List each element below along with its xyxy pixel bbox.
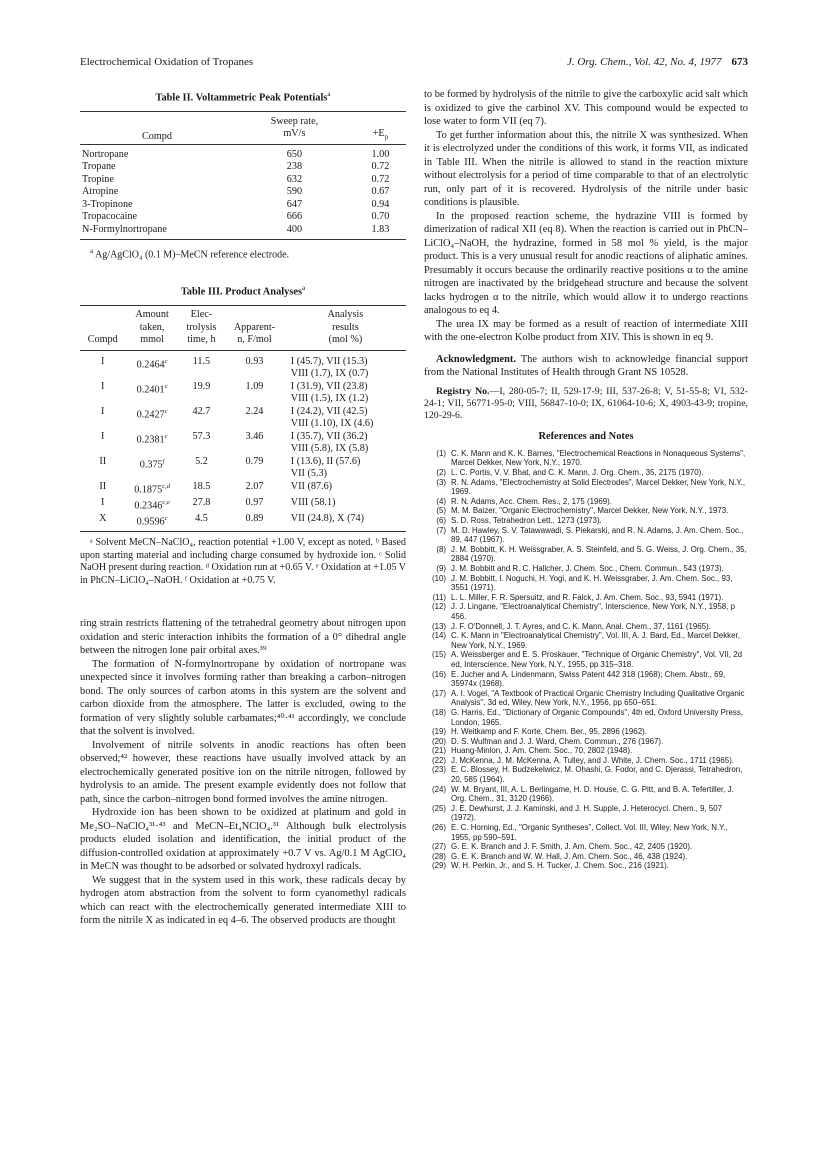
references-list — [424, 449, 748, 871]
reference-number: (19) — [431, 727, 446, 737]
table3-amount: 0.2401$^c$ — [136, 382, 168, 396]
table2 — [80, 111, 406, 241]
table2-compd: Nortropane — [82, 148, 129, 160]
table2-compd: Tropane — [82, 161, 116, 173]
reference-item — [424, 574, 748, 593]
paragraph: Involvement of nitrile solvents in anodic reactions has often been observed;⁴² however, these reactions have usually involved attack by an electrochemically generated positive ion on the nitrile nitrogen, followed by hydrolysis to an amide. The present example evidently does not follow that path, since the carbon–nitrogen bond formed involves the amine nitrogen. — [80, 739, 406, 805]
references-title: References and Notes — [538, 431, 634, 443]
reference-text: J. M. Bobbitt, K. H. Weissgraber, A. S. Steinfeld, and S. G. Weiss, J. Org. Chem., 35, 2884 (1970). — [451, 544, 747, 564]
reference-number: (11) — [432, 592, 446, 602]
table2-sweep: 238 — [286, 161, 303, 173]
table-row — [80, 174, 406, 187]
page-header — [80, 56, 748, 70]
reference-number: (20) — [431, 736, 446, 746]
table3-n: 2.07 — [245, 480, 264, 492]
table-row — [80, 211, 406, 224]
table3-amount: 0.2464$^c$ — [136, 357, 168, 371]
table3-compd: I — [101, 355, 105, 367]
reference-text: C. K. Mann in "Electroanalytical Chemistry", Vol. III, A. J. Bard, Ed., Marcel Dekker, New York, N.Y., 1969. — [451, 631, 740, 650]
table3-header-elec-1: Elec- — [190, 309, 213, 321]
table2-sweep: 650 — [286, 148, 303, 160]
reference-number: (25) — [431, 803, 446, 813]
table3 — [80, 305, 406, 532]
table-row — [80, 481, 406, 497]
reference-number: (27) — [431, 842, 446, 852]
reference-item — [424, 737, 748, 747]
reference-item — [424, 478, 748, 497]
reference-number: (18) — [431, 707, 446, 717]
reference-number: (7) — [436, 525, 446, 535]
reference-number: (6) — [436, 516, 446, 526]
table3-header-analysis-2: results — [332, 321, 359, 333]
table3-n: 0.89 — [245, 512, 264, 524]
reference-number: (28) — [431, 851, 446, 861]
reference-item — [424, 727, 748, 737]
table-row — [80, 513, 406, 529]
reference-item — [424, 708, 748, 727]
reference-text: D. S. Wulfman and J. J. Ward, Chem. Commun., 276 (1967). — [451, 736, 664, 746]
reference-item — [424, 622, 748, 632]
reference-text: E. C. Blossey, H. Budzekelwicz, M. Ohashi, G. Fodor, and C. Djerassi, Tetrahedron, 20, 585 (1964). — [451, 765, 743, 785]
right-column — [424, 88, 748, 871]
reference-item — [424, 765, 748, 784]
table3-results: I (35.7), VII (36.2) VIII (5.8), IX (5.8) — [290, 430, 369, 455]
table2-header-ep: $+E_p$ — [372, 128, 389, 142]
reference-item — [424, 756, 748, 766]
table3-time: 27.8 — [192, 496, 211, 508]
reference-text: E. C. Horning, Ed., "Organic Syntheses", Collect. Vol. III, Wiley, New York, N.Y., 1955, pp 590–591. — [451, 823, 728, 842]
reference-item — [424, 506, 748, 516]
reference-number: (29) — [431, 861, 446, 871]
paragraph: In the proposed reaction scheme, the hydrazine VIII is formed by dimerization of radical XII (eq 8). When the reaction is carried out in PhCN–LiClO₄–NaOH, the hydrazine, formed in 58 mol % yield, is the major product. This is a very unusual result for anodic reactions of aliphatic amines. Presumably it occurs because the ordinarily reactive positions α to the amine nitrogen are inactivated by the bridgehead structure and because the solvent lacks hydrogen α to the nitrile, which would allow it to undergo reactions analogous to eq 4. — [424, 210, 748, 316]
table-row — [80, 161, 406, 174]
reference-item — [424, 746, 748, 756]
table3-n: 3.46 — [245, 430, 264, 442]
table3-n: 0.79 — [245, 455, 264, 467]
reference-text: G. E. K. Branch and W. W. Hall, J. Am. Chem. Soc., 46, 438 (1924). — [451, 851, 688, 861]
left-column — [80, 88, 406, 928]
reference-text: A. Weissberger and E. S. Proskauer, "Technique of Organic Chemistry", Vol. VII, 2d ed, Interscience, New York, N.Y., 1955, pp 315–318. — [451, 650, 742, 669]
journal-citation — [567, 56, 748, 68]
table2-ep: 1.83 — [371, 223, 390, 235]
table3-n: 0.93 — [245, 355, 264, 367]
table-row — [80, 456, 406, 481]
journal-name: J. Org. Chem., Vol. 42, No. 4, 1977 — [566, 56, 722, 68]
table3-n: 1.09 — [245, 380, 264, 392]
table-row — [80, 199, 406, 212]
reference-item — [424, 689, 748, 708]
table2-ep: 0.72 — [371, 173, 390, 185]
reference-item — [424, 526, 748, 545]
table3-header-amount-2: taken, — [139, 321, 165, 333]
table2-sweep: 666 — [286, 211, 303, 223]
table-row — [80, 356, 406, 381]
table3-compd: II — [99, 480, 107, 492]
table3-results: VII (87.6) — [290, 480, 333, 492]
table2-ep: 0.94 — [371, 198, 390, 210]
paragraph: ring strain restricts flattening of the tetrahedral geometry about nitrogen upon oxidation and steric interaction inhibits the formation of a 0° dihedral angle between the nitrogen lone pair orbital axes.³⁹ — [80, 618, 406, 657]
table2-sweep: 400 — [286, 223, 303, 235]
reference-item — [424, 650, 748, 669]
reference-item — [424, 861, 748, 871]
table2-header-compd: Compd — [141, 131, 172, 143]
table3-amount: 0.2427$^c$ — [136, 407, 168, 421]
reference-item — [424, 631, 748, 650]
table3-results: I (24.2), VII (42.5) VIII (1.10), IX (4.6) — [290, 405, 374, 430]
reference-text: J. J. Lingane, "Electroanalytical Chemistry", Interscience, New York, N.Y., 1958, p 456. — [451, 602, 735, 621]
reference-text: M. M. Baizer, "Organic Electrochemistry", Marcel Dekker, New York, N.Y., 1973. — [451, 506, 729, 516]
reference-text: J. M. Bobbitt, I. Noguchi, H. Yogi, and K. H. Weissgraber, J. Am. Chem. Soc., 93, 3551 (1971). — [451, 573, 733, 593]
reference-item — [424, 852, 748, 862]
reference-item — [424, 785, 748, 804]
table3-header-amount-3: mmol — [140, 334, 164, 346]
reference-number: (15) — [431, 650, 446, 660]
reference-number: (5) — [436, 506, 446, 516]
reference-number: (3) — [436, 477, 446, 487]
table3-compd: II — [99, 455, 107, 467]
reference-number: (10) — [431, 573, 446, 583]
reference-number: (24) — [431, 784, 446, 794]
table3-compd: I — [101, 496, 105, 508]
reference-number: (9) — [436, 564, 446, 574]
table3-time: 19.9 — [192, 380, 211, 392]
table2-header-sweep-2: mV/s — [283, 128, 306, 140]
table2-ep: 0.70 — [371, 211, 390, 223]
table3-results: VII (24.8), X (74) — [290, 512, 365, 524]
reference-text: L. C. Portis, V. V. Bhat, and C. K. Mann, J. Org. Chem., 35, 2175 (1970). — [451, 468, 704, 478]
reference-text: M. D. Hawley, S. V. Tatawawadi, S. Piekarski, and R. N. Adams, J. Am. Chem. Soc., 89, 447 (1967). — [451, 525, 744, 545]
reference-item — [424, 545, 748, 564]
table2-footnote: $^a$ Ag/AgClO₄ (0.1 M)–MeCN reference electrode. — [90, 247, 290, 261]
table3-compd: I — [101, 380, 105, 392]
table3-compd: I — [101, 430, 105, 442]
reference-text: W. M. Bryant, III, A. L. Berlingame, H. D. House, C. G. Pitt, and B. A. Tefertiller, J. Org. Chem., 31, 3120 (1966). — [451, 784, 734, 804]
paragraph: The formation of N-formylnortropane by oxidation of nortropane was unexpected since it involves forming rather than breaking a carbon–nitrogen bond. The only sources of carbon atoms in this system are the solvent and carbon dioxide from the atmosphere. The latter is excluded, owing to the formation of very slightly soluble carbamates;⁴⁰·⁴¹ accordingly, we conclude that the solvent is involved. — [80, 658, 406, 738]
paragraph: We suggest that in the system used in this work, these radicals decay by hydrogen atom abstraction from the solvent to form cyanomethyl radicals which can react with the electrochemically generated intermediate XIII to form the nitrile X as indicated in eq 4–6. The observed products are thought — [80, 874, 406, 927]
table3-amount: 0.9596$^c$ — [136, 514, 168, 527]
reference-text: R. N. Adams, Acc. Chem. Res., 2, 175 (1969). — [451, 496, 612, 506]
table3-header-compd: Compd — [87, 334, 118, 346]
table3-footnote: ᵃ Solvent MeCN–NaClO₄, reaction potential +1.00 V, except as noted. ᵇ Based upon starting material and including charge consumed by hydroxide ion. ᶜ Solid NaOH present during reaction. ᵈ Oxidation run at +0.65 V. ᵉ Oxidation at +1.05 V in PhCN–LiClO₄–NaOH. ᶠ Oxidation at +0.75 V. — [80, 537, 406, 586]
reference-number: (12) — [431, 602, 446, 612]
table3-time: 11.5 — [192, 355, 211, 367]
reference-text: G. E. K. Branch and J. F. Smith, J. Am. Chem. Soc., 42, 2405 (1920). — [451, 842, 693, 852]
reference-text: G. Harris, Ed., "Dictionary of Organic Compounds", 4th ed, Oxford University Press, London, 1965. — [451, 707, 743, 727]
registry-numbers: Registry No.—I, 280-05-7; II, 529-17-9; III, 537-26-8; V, 51-55-8; VI, 532-24-1; VII, 56771-95-0; VIII, 56847-10-0; IX, 61064-10-6; X, 4903-43-9; tropine, 120-29-6. — [424, 385, 748, 422]
table2-compd: Tropine — [82, 173, 114, 185]
table3-results: I (31.9), VII (23.8) VIII (1.5), IX (1.2) — [290, 380, 369, 405]
table2-sweep: 590 — [286, 186, 303, 198]
table3-header-elec-3: time, h — [187, 334, 216, 346]
table-row — [80, 381, 406, 406]
table-row — [80, 497, 406, 513]
table3-time: 5.2 — [195, 455, 208, 467]
table3-header-amount-1: Amount — [135, 309, 169, 321]
table-row — [80, 406, 406, 431]
table3-time: 57.3 — [192, 430, 211, 442]
reference-item — [424, 497, 748, 507]
reference-text: E. Jucher and A. Lindenmann, Swiss Patent 442 318 (1968); Chem. Abstr., 69, 35974x (1968). — [451, 669, 726, 689]
reference-item — [424, 593, 748, 603]
reference-item — [424, 804, 748, 823]
table3-header-analysis-3: (mol %) — [328, 334, 363, 346]
reference-text: J. E. Dewhurst, J. J. Kaminski, and J. H. Supple, J. Heterocycl. Chem., 9, 507 (1972). — [451, 803, 723, 823]
right-body-text — [424, 88, 748, 345]
reference-item — [424, 449, 748, 468]
table3-time: 18.5 — [192, 480, 211, 492]
table2-ep: 0.67 — [371, 186, 390, 198]
page-number: 673 — [731, 56, 748, 68]
reference-text: R. N. Adams, "Electrochemistry at Solid Electrodes", Marcel Dekker, New York, N.Y., 1969. — [451, 477, 746, 497]
table2-title: Table II. Voltammetric Peak Potentials$^a$ — [155, 90, 331, 104]
paragraph: To get further information about this, the nitrile X was synthesized. When it is electrolyzed under the conditions of this work, it forms VII, as indicated in Table III. When the nitrile is allowed to stand in the reaction mixture without electrolysis for a period of time comparable to that of an electrolytic run, only part of it is recovered. Hydrolysis of the nitrile under basic conditions is plausible. — [424, 129, 748, 208]
reference-number: (8) — [436, 544, 446, 554]
table2-compd: 3-Tropinone — [82, 198, 133, 210]
reference-item — [424, 602, 748, 621]
table2-header-sweep-1: Sweep rate, — [270, 115, 319, 127]
reference-text: L. L. Miller, F. R. Spersuitz, and R. Falck, J. Am. Chem. Soc., 93, 5941 (1971). — [451, 592, 724, 602]
reference-item — [424, 516, 748, 526]
table3-title: Table III. Product Analyses$^a$ — [180, 284, 306, 298]
reference-number: (4) — [436, 496, 446, 506]
reference-item — [424, 468, 748, 478]
reference-number: (26) — [431, 823, 446, 833]
reference-item — [424, 823, 748, 842]
reference-item — [424, 670, 748, 689]
reference-text: J. M. Bobbitt and R. C. Hallcher, J. Chem. Soc., Chem. Commun., 543 (1973). — [451, 564, 724, 574]
table-row — [80, 149, 406, 162]
reference-number: (23) — [431, 765, 446, 775]
table3-results: I (13.6), II (57.6) VII (5.3) — [290, 455, 361, 480]
table3-time: 4.5 — [195, 512, 208, 524]
left-body-text — [80, 617, 406, 928]
reference-number: (1) — [436, 448, 446, 458]
reference-text: S. D. Ross, Tetrahedron Lett., 1273 (1973). — [451, 516, 602, 526]
table3-header-elec-2: trolysis — [186, 321, 217, 333]
table-row — [80, 431, 406, 456]
table3-amount: 0.2346$^{c,e}$ — [134, 498, 170, 512]
table2-compd: Atropine — [82, 186, 119, 198]
acknowledgment: Acknowledgment. The authors wish to acknowledge financial support from the National Institutes of Health through Grant NS 10528. — [424, 353, 748, 378]
table3-compd: X — [99, 512, 107, 524]
table2-sweep: 632 — [286, 173, 303, 185]
paragraph: to be formed by hydrolysis of the nitrile to give the carboxylic acid salt which is oxidized to give the carbinol XV. This compound would be expected to lose water to form VII (eq 7). — [424, 89, 748, 127]
table3-results: I (45.7), VII (15.3) VIII (1.7), IX (0.7) — [290, 355, 369, 380]
paragraph: Hydroxide ion has been shown to be oxidized at platinum and gold in Me₂SO–NaClO₄³¹·⁴³ and MeCN–Et₄NClO₄.³¹ Although bulk electrolysis products eluded isolation and identification, the initial product of the diffusion-controlled oxidation at approximately +0.7 V vs. Ag/0.1 M AgClO₄ in MeCN was thought to be adsorbed or solvated hydroxyl radicals. — [80, 807, 406, 873]
table2-ep: 0.72 — [371, 161, 390, 173]
table2-ep: 1.00 — [371, 148, 390, 160]
table3-n: 2.24 — [245, 405, 264, 417]
reference-number: (22) — [431, 755, 446, 765]
table3-amount: 0.2381$^c$ — [136, 432, 168, 446]
table3-header-app-2: Apparent- — [233, 321, 276, 333]
reference-number: (13) — [431, 621, 446, 631]
table3-compd: I — [101, 405, 105, 417]
reference-number: (16) — [431, 669, 446, 679]
reference-number: (14) — [431, 631, 446, 641]
reference-number: (21) — [431, 746, 446, 756]
reference-item — [424, 564, 748, 574]
reference-text: H. Weitkamp and F. Korte, Chem. Ber., 95, 2896 (1962). — [451, 727, 647, 737]
reference-number: (17) — [431, 688, 446, 698]
paragraph: The urea IX may be formed as a result of reaction of intermediate XIII with the one-electron Kolbe product from XIV. This is shown in eq 9. — [424, 318, 748, 343]
running-title: Electrochemical Oxidation of Tropanes — [80, 56, 254, 68]
table2-compd: N-Formylnortropane — [82, 223, 167, 235]
reference-text: C. K. Mann and K. K. Barnes, "Electrochemical Reactions in Nonaqueous Systems", Marcel Dekker, New York, N.Y., 1970. — [451, 448, 746, 468]
reference-text: J. McKenna, J. M. McKenna, A. Tulley, and J. White, J. Chem. Soc., 1711 (1965). — [451, 755, 735, 765]
table3-header-app-3: n, F/mol — [237, 334, 272, 346]
table3-results: VIII (58.1) — [290, 496, 336, 508]
table3-amount: 0.375$^f$ — [139, 457, 165, 471]
table3-amount: 0.1875$^{c,d}$ — [134, 482, 170, 496]
reference-text: J. F. O'Donnell, J. T. Ayres, and C. K. Mann, Anal. Chem., 37, 1161 (1965). — [451, 621, 711, 631]
table-row — [80, 224, 406, 237]
reference-item — [424, 842, 748, 852]
reference-text: Huang-Minlon, J. Am. Chem. Soc., 70, 2802 (1948). — [451, 746, 633, 756]
table3-time: 42.7 — [192, 405, 211, 417]
reference-text: W. H. Perkin, Jr., and S. H. Tucker, J. Chem. Soc., 216 (1921). — [451, 861, 669, 871]
table-row — [80, 186, 406, 199]
reference-text: A. I. Vogel, "A Textbook of Practical Organic Chemistry Including Qualitative Organic Analysis", 3d ed, Wiley, New York, N.Y., 1956, pp 650–651. — [451, 688, 745, 708]
table3-n: 0.97 — [245, 496, 264, 508]
table3-header-analysis-1: Analysis — [327, 309, 364, 321]
reference-number: (2) — [436, 468, 446, 478]
table2-compd: Tropacocaine — [82, 211, 138, 223]
table2-sweep: 647 — [286, 198, 303, 210]
